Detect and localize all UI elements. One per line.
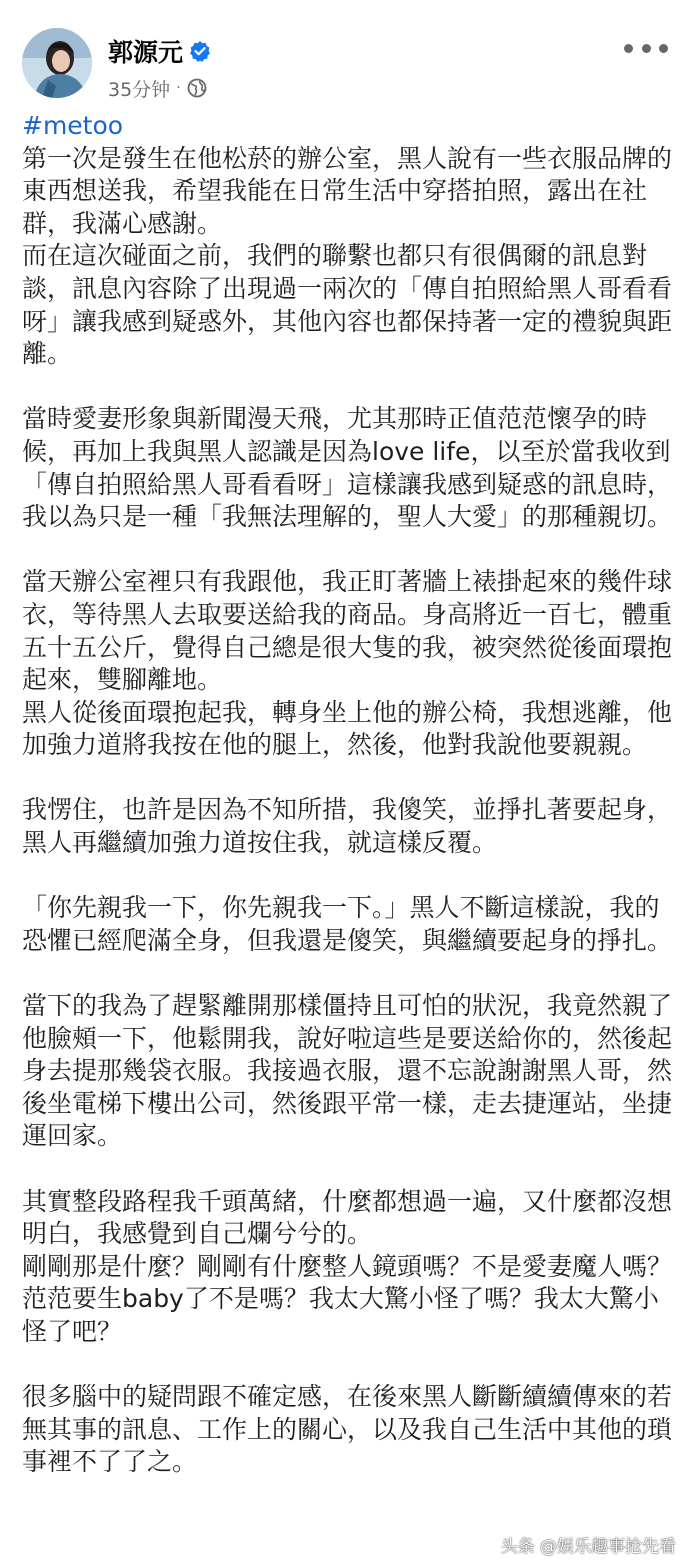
paragraph-spacer	[22, 1349, 672, 1382]
post-body	[22, 110, 672, 1479]
post-meta	[108, 76, 207, 100]
paragraph-spacer	[22, 534, 672, 567]
more-dot-icon	[642, 44, 651, 53]
post-paragraph: 「你先親我一下，你先親我一下。」黑人不斷這樣說，我的恐懼已經爬滿全身，但我還是傻笑，與繼續要起身的掙扎。	[22, 893, 673, 955]
paragraph-spacer	[22, 371, 672, 404]
more-dot-icon	[659, 44, 668, 53]
avatar-image	[22, 28, 92, 98]
post-timestamp[interactable]: 35分钟	[108, 78, 171, 101]
more-options-button[interactable]	[624, 44, 668, 56]
paragraph-spacer	[22, 957, 672, 990]
post-paragraph: 當天辦公室裡只有我跟他，我正盯著牆上裱掛起來的幾件球衣，等待黑人去取要送給我的商品。身高將近一百七，體重五十五公斤，覺得自己總是很大隻的我，被突然從後面環抱起來，雙腳離地。	[22, 567, 673, 695]
post-header	[0, 0, 690, 112]
post-paragraph: 很多腦中的疑問跟不確定感，在後來黑人斷斷續續傳來的若無其事的訊息、工作上的關心，以及我自己生活中其他的瑣事裡不了了之。	[22, 1382, 673, 1477]
paragraph-spacer	[22, 1153, 672, 1186]
author-row	[108, 36, 211, 66]
paragraph-spacer	[22, 860, 672, 893]
more-dot-icon	[624, 44, 633, 53]
post-paragraph: 當下的我為了趕緊離開那樣僵持且可怕的狀況，我竟然親了他臉頰一下，他鬆開我，說好啦這些是要送給你的，然後起身去提那幾袋衣服。我接過衣服，還不忘說謝謝黑人哥，然後坐電梯下樓出公司，然後跟平常一樣，走去捷運站，坐捷運回家。	[22, 991, 673, 1151]
post-paragraph: 我愣住，也許是因為不知所措，我傻笑，並掙扎著要起身，黑人再繼續加強力道按住我，就這樣反覆。	[22, 795, 673, 858]
post-paragraphs	[22, 143, 672, 1479]
meta-separator: ·	[176, 80, 181, 96]
verified-badge-icon	[189, 40, 211, 62]
hashtag-link[interactable]: #metoo	[22, 111, 124, 140]
post-paragraph: 其實整段路程我千頭萬緒，什麼都想過一遍，又什麼都沒想明白，我感覺到自己爛兮兮的。	[22, 1186, 673, 1249]
post-paragraph: 剛剛那是什麼？剛剛有什麼整人鏡頭嗎？不是愛妻魔人嗎？范范要生baby了不是嗎？我太大驚小怪了嗎？我太大驚小怪了吧？	[22, 1251, 673, 1346]
watermark: 头条 @娱乐趣事抢先看	[500, 1537, 676, 1557]
post-paragraph: 黑人從後面環抱起我，轉身坐上他的辦公椅，我想逃離，他加強力道將我按在他的腿上，然後，他對我說他要親親。	[22, 697, 673, 760]
post-paragraph: 而在這次碰面之前，我們的聯繫也都只有很偶爾的訊息對談，訊息內容除了出現過一兩次的「傳自拍照給黑人哥看看呀」讓我感到疑惑外，其他內容也都保持著一定的禮貌與距離。	[22, 241, 673, 369]
globe-icon[interactable]	[187, 78, 207, 98]
post-paragraph: 當時愛妻形象與新聞漫天飛，尤其那時正值范范懷孕的時候，再加上我與黑人認識是因為love life，以至於當我收到「傳自拍照給黑人哥看看呀」這樣讓我感到疑惑的訊息時，我以為只是一種「我無法理解的，聖人大愛」的那種親切。	[22, 404, 673, 532]
post-paragraph: 第一次是發生在他松菸的辦公室，黑人說有一些衣服品牌的東西想送我，希望我能在日常生活中穿搭拍照，露出在社群，我滿心感謝。	[22, 143, 673, 238]
paragraph-spacer	[22, 762, 672, 795]
author-name[interactable]: 郭源元	[108, 38, 184, 67]
avatar[interactable]	[22, 28, 92, 98]
